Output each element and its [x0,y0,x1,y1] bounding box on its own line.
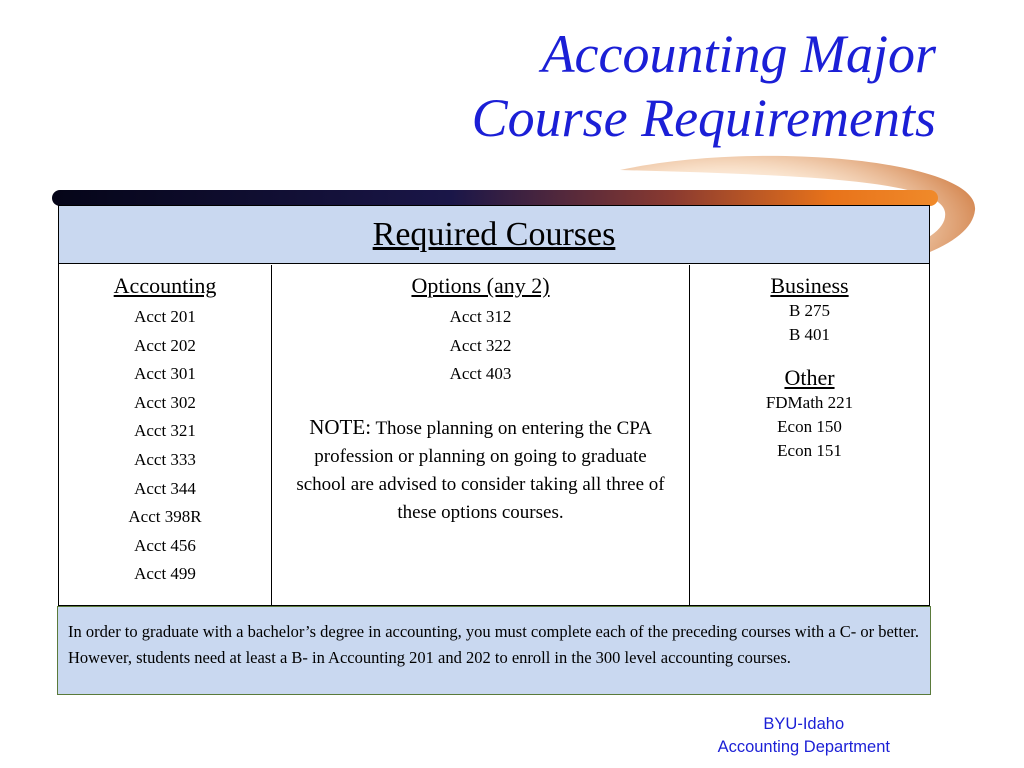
table-header-title: Required Courses [372,215,616,253]
list-item: Acct 403 [449,364,512,384]
title-line-1: Accounting Major [541,24,936,84]
graduation-requirement-note: In order to graduate with a bachelor’s degree in accounting, you must complete each of the preceding courses with a C- or better. However, students need at least a B- in Accounting 201 and 202 to enroll in the 300 level accounting courses. [57,606,931,695]
title-line-2: Course Requirements [471,88,936,148]
business-heading: Business [770,273,849,298]
options-note [291,413,671,527]
options-course-list [272,303,689,389]
other-heading: Other [784,365,835,390]
list-item: Acct 302 [134,392,196,412]
credit-line-2: Accounting Department [717,738,890,756]
slide-title [472,22,936,150]
department-credit [718,713,890,759]
accounting-course-list [59,303,271,589]
table-header [59,206,929,264]
note-label: NOTE: [309,414,372,439]
list-item: Acct 202 [134,335,196,355]
list-item: Acct 344 [134,478,196,498]
note-text: Those planning on entering the CPA profession or planning on going to graduate school are advised to consider taking all three of these options courses. [296,417,665,523]
list-item: Econ 151 [777,441,842,460]
list-item: Acct 333 [134,449,196,469]
list-item: Acct 322 [449,335,512,355]
list-item: B 275 [788,301,831,320]
list-item: FDMath 221 [765,393,854,412]
list-item: Econ 150 [777,417,842,436]
list-item: Acct 398R [128,507,202,527]
list-item: Acct 321 [134,421,196,441]
list-item: Acct 301 [134,364,196,384]
list-item: Acct 201 [134,307,196,326]
list-item: B 401 [788,325,831,344]
accounting-heading: Accounting [113,273,217,298]
other-course-list [690,391,929,463]
options-heading: Options (any 2) [411,273,550,298]
options-column [272,265,690,605]
accounting-column [59,265,272,605]
list-item: Acct 499 [134,564,196,584]
business-course-list [690,299,929,347]
list-item: Acct 312 [449,307,512,326]
credit-line-1: BYU-Idaho [763,715,845,733]
list-item: Acct 456 [134,535,196,555]
business-other-column [690,265,929,605]
required-courses-table [58,205,930,606]
